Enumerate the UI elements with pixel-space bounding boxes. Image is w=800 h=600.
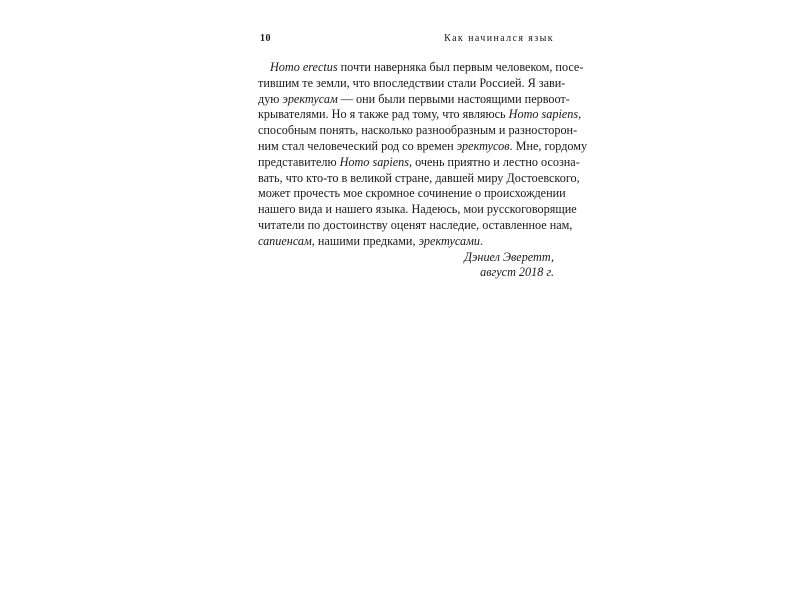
text-run: может прочесть мое скромное сочинение о происхождении: [258, 186, 566, 201]
text-line: [258, 154, 580, 171]
signature-block: [258, 250, 554, 282]
page-number: 10: [260, 33, 271, 44]
text-line: [258, 217, 573, 234]
author-signature: Дэниел Эверетт,: [464, 249, 554, 264]
text-run: тившим те земли, что впоследствии стали Россией. Я зави-: [258, 75, 566, 90]
text-line: [258, 91, 570, 108]
text-run: почти наверняка был первым человеком, посе-: [337, 60, 584, 74]
italic-run: Homo sapiens: [508, 107, 579, 122]
text-line: [258, 123, 578, 139]
text-run: — они были первыми настоящими первоот-: [337, 91, 570, 106]
text-run: , очень приятно и лестно осозна-: [409, 154, 580, 169]
running-head: [258, 32, 554, 46]
text-run: .: [479, 233, 483, 248]
text-line: [258, 234, 554, 250]
italic-run: эректусам: [282, 91, 338, 106]
text-run: нашего вида и нашего языка. Надеюсь, мои русскоговорящие: [258, 202, 577, 217]
text-line: [258, 107, 582, 123]
text-line: [258, 202, 577, 218]
text-run: читатели по достоинству оценят наследие, оставленное нам,: [258, 217, 573, 232]
running-head-title: Как начинался язык: [444, 33, 554, 44]
italic-run: эректусами: [418, 233, 480, 248]
text-run: вать, что кто-то в великой стране, давшей миру Достоевского,: [258, 170, 580, 185]
text-run: представителю: [258, 154, 340, 169]
text-run: , нашими предками,: [311, 233, 419, 248]
text-line: [258, 138, 588, 155]
signature-date: август 2018 г.: [480, 265, 554, 280]
text-run: . Мне, гордому: [509, 138, 588, 153]
italic-run: Homo sapiens: [339, 154, 410, 169]
text-line: [258, 75, 566, 92]
text-line: [258, 60, 584, 76]
italic-run: Homo erectus: [270, 60, 338, 74]
text-run: ,: [578, 107, 582, 122]
text-line: [258, 170, 580, 187]
italic-run: сапиенсам: [258, 233, 312, 248]
text-line: [258, 186, 566, 202]
text-run: ним стал человеческий род со времен: [258, 138, 457, 153]
italic-run: эректусов: [456, 138, 510, 153]
text-run: крывателями. Но я также рад тому, что являюсь: [258, 107, 509, 122]
body-paragraph: [258, 60, 588, 250]
text-run: способным понять, насколько разнообразным и разносторон-: [258, 123, 578, 138]
text-run: дую: [258, 91, 283, 106]
book-page: [258, 32, 588, 281]
